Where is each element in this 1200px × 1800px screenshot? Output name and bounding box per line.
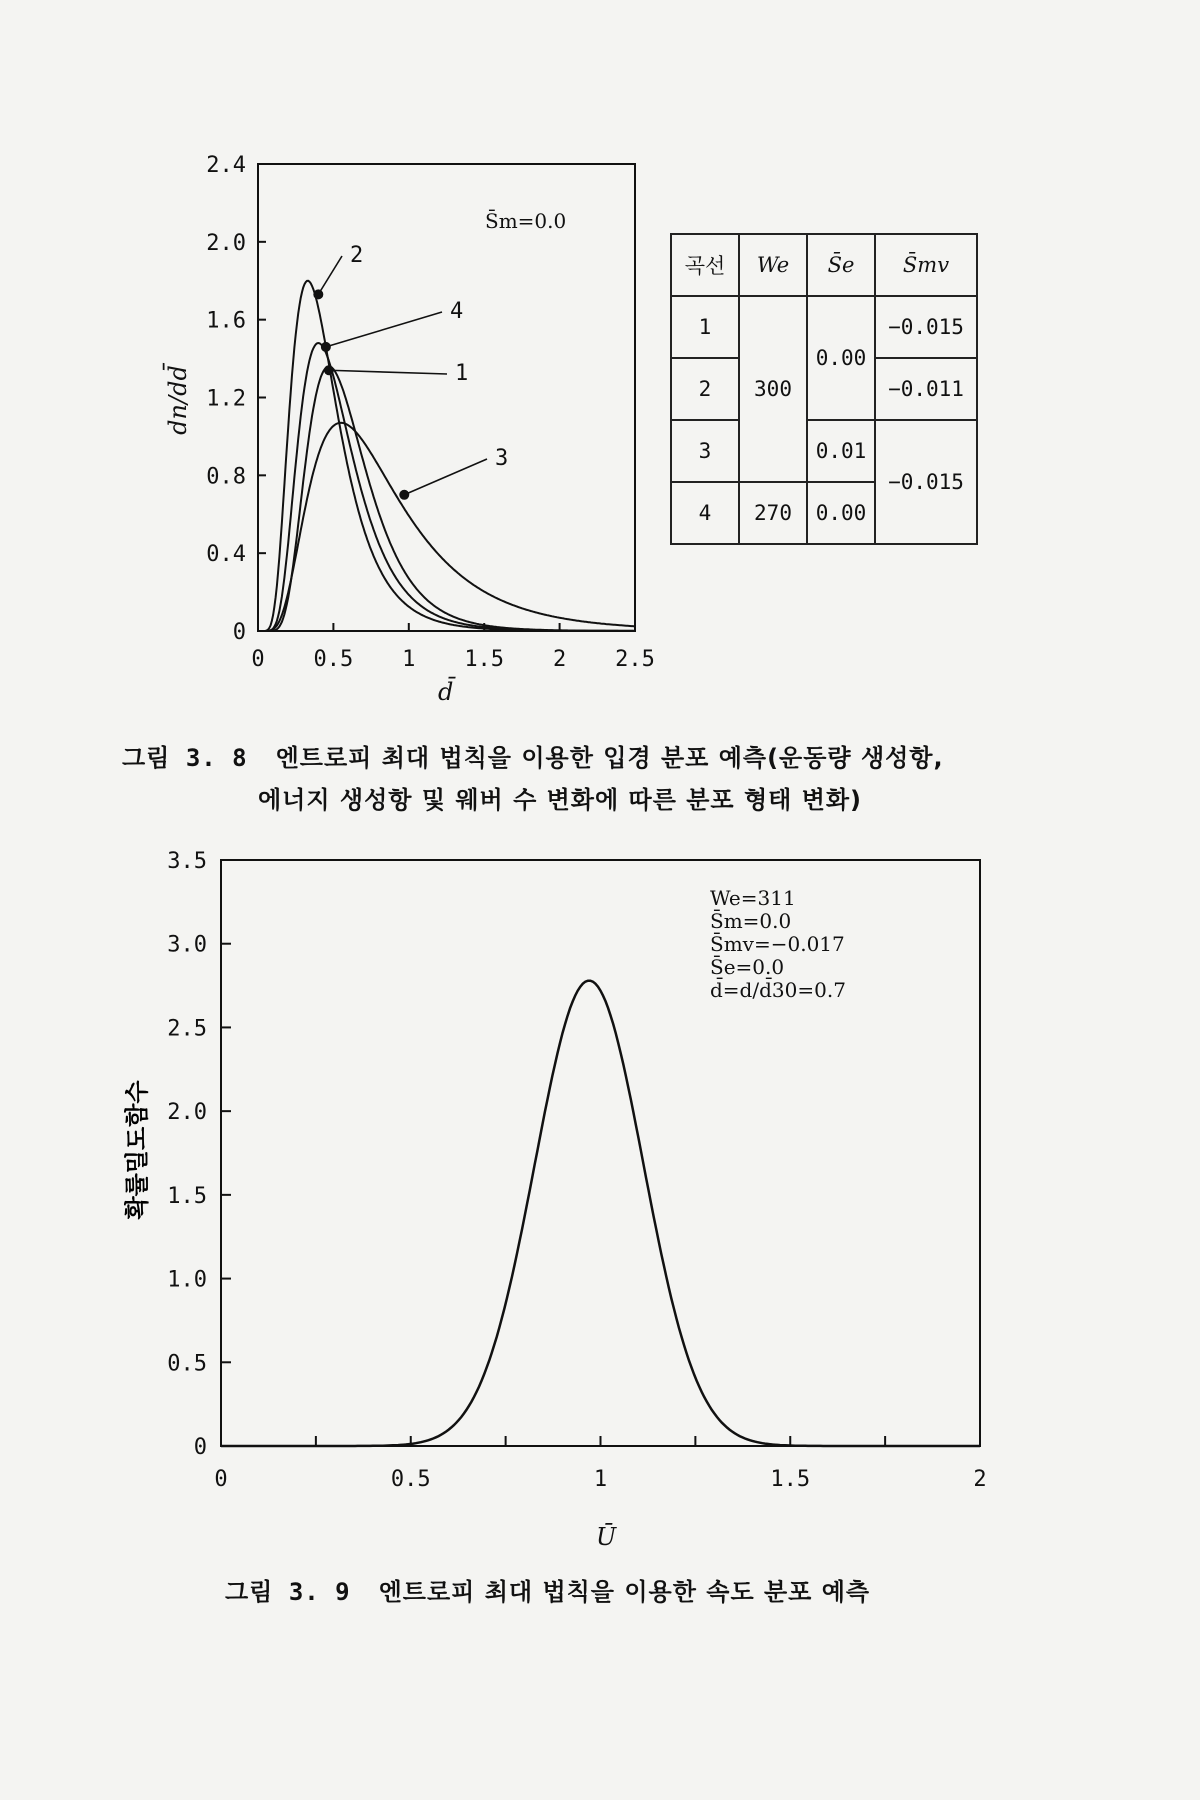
figure1-marker-1: [324, 365, 334, 375]
legend-smv-2: −0.011: [875, 358, 977, 420]
figure2-xlabel: Ū: [596, 1523, 617, 1551]
figure1-xtick-label: 2.5: [615, 647, 655, 672]
figure2-curve: [221, 981, 980, 1446]
legend-header-we: We: [739, 234, 807, 296]
figure1-leader-3: [404, 459, 487, 495]
figure2-ticks: [167, 849, 986, 1492]
figure1-caption-text-1: 엔트로피 최대 법칙을 이용한 입경 분포 예측(운동량 생성항,: [275, 744, 944, 772]
figure1-marker-4: [321, 342, 331, 352]
figure2-curves: [221, 981, 980, 1446]
figure2-ytick-label: 0.5: [167, 1351, 207, 1377]
legend-row-3: [671, 420, 977, 482]
figure2-xtick-label: 0.5: [390, 1467, 431, 1492]
legend-smv-merged: −0.015: [875, 420, 977, 544]
figure1-marker-3: [399, 490, 409, 500]
figure2-annotation-smv: S̄mv=−0.017: [710, 932, 845, 956]
figure1-annotation: S̄m=0.0: [485, 209, 567, 233]
legend-curve-4: 4: [671, 482, 739, 544]
figure1-xtick-label: 0: [251, 647, 265, 672]
figure1-leader-4: [326, 312, 442, 347]
figure2-ytick-label: 3.5: [167, 849, 207, 874]
figure1-curve-3: [258, 423, 635, 631]
figure1-curve-1: [258, 366, 635, 631]
figure2-caption-text: 엔트로피 최대 법칙을 이용한 속도 분포 예측: [378, 1578, 871, 1606]
figure1-xlabel: d̄: [438, 678, 454, 706]
figure2-xtick-label: 1: [593, 1467, 608, 1492]
legend-header-smv: S̄mv: [875, 234, 977, 296]
figure1-ylabel: dn/dd̄: [164, 365, 192, 435]
figure1-ticks: [206, 153, 655, 672]
legend-se-4: 0.00: [807, 482, 875, 544]
figure1-xtick-label: 2: [552, 647, 567, 672]
figure1-curves: [258, 281, 635, 631]
figure2-annotation-se: S̄e=0.0: [710, 955, 785, 979]
figure1-xtick-label: 1: [402, 647, 416, 672]
figure1-ytick-label: 1.2: [206, 386, 246, 412]
figure1-ytick-label: 0.8: [206, 464, 246, 490]
figure1-legend-table: [670, 233, 978, 545]
legend-curve-2: 2: [671, 358, 739, 420]
figure1-curve-label-2: 2: [350, 243, 364, 268]
figure2-xtick-label: 0: [214, 1467, 228, 1492]
figure2-ytick-label: 0: [193, 1435, 207, 1460]
figure2-xtick-label: 2: [973, 1467, 987, 1492]
legend-header-se: S̄e: [807, 234, 875, 296]
figure1-marker-2: [313, 289, 323, 299]
figure2-axes: [221, 860, 980, 1446]
legend-header-row: [671, 234, 977, 296]
figure2-ytick-label: 3.0: [167, 932, 207, 958]
figure2-ytick-label: 1.0: [167, 1267, 207, 1293]
figure1-caption-line1: [122, 738, 944, 773]
figure2-annotation-d: d̄=d/d̄30=0.7: [710, 978, 846, 1002]
figure1-xtick-label: 1.5: [464, 647, 505, 672]
figure1-leader-1: [329, 370, 447, 374]
figure2-annotation-we: We=311: [710, 886, 796, 910]
figure1-curve-4: [258, 343, 635, 631]
figure2-ytick-label: 1.5: [167, 1183, 207, 1209]
figure2-xtick-label: 1.5: [770, 1467, 811, 1492]
legend-header-curve: 곡선: [671, 234, 739, 296]
figure1-ytick-label: 2.0: [206, 230, 246, 256]
legend-curve-1: 1: [671, 296, 739, 358]
legend-we-4: 270: [739, 482, 807, 544]
figure1-ytick-label: 0.4: [206, 542, 246, 568]
figure1-xtick-label: 0.5: [313, 647, 354, 672]
legend-smv-1: −0.015: [875, 296, 977, 358]
figure1-ytick-label: 2.4: [206, 153, 246, 178]
figure1-curve-2: [258, 281, 635, 631]
legend-we-merged: 300: [739, 296, 807, 482]
figure1-curve-label-3: 3: [495, 446, 509, 471]
figure2-ylabel: 확률밀도함수: [123, 1080, 151, 1220]
legend-row-1: [671, 296, 977, 358]
figure1-ytick-label: 0: [232, 620, 246, 645]
figure2-caption: [225, 1572, 870, 1607]
figure2-annotation-sm: S̄m=0.0: [710, 909, 792, 933]
figure2-ytick-label: 2.0: [167, 1100, 207, 1126]
legend-se-3: 0.01: [807, 420, 875, 482]
figure1-leader-2: [318, 256, 342, 294]
figure2-caption-number: 그림 3. 9: [225, 1578, 351, 1606]
figure2-frame: [221, 860, 980, 1446]
figure1-caption-number: 그림 3. 8: [122, 744, 248, 772]
figure1-curve-label-4: 4: [450, 299, 464, 324]
figure1-caption-line2: 에너지 생성항 및 웨버 수 변화에 따른 분포 형태 변화): [258, 786, 863, 814]
figure1-ytick-label: 1.6: [206, 308, 246, 334]
figure1-curve-label-1: 1: [455, 361, 469, 386]
legend-curve-3: 3: [671, 420, 739, 482]
figure2-ytick-label: 2.5: [167, 1016, 207, 1042]
figure1-leaders: [313, 243, 508, 500]
legend-se-merged: 0.00: [807, 296, 875, 420]
